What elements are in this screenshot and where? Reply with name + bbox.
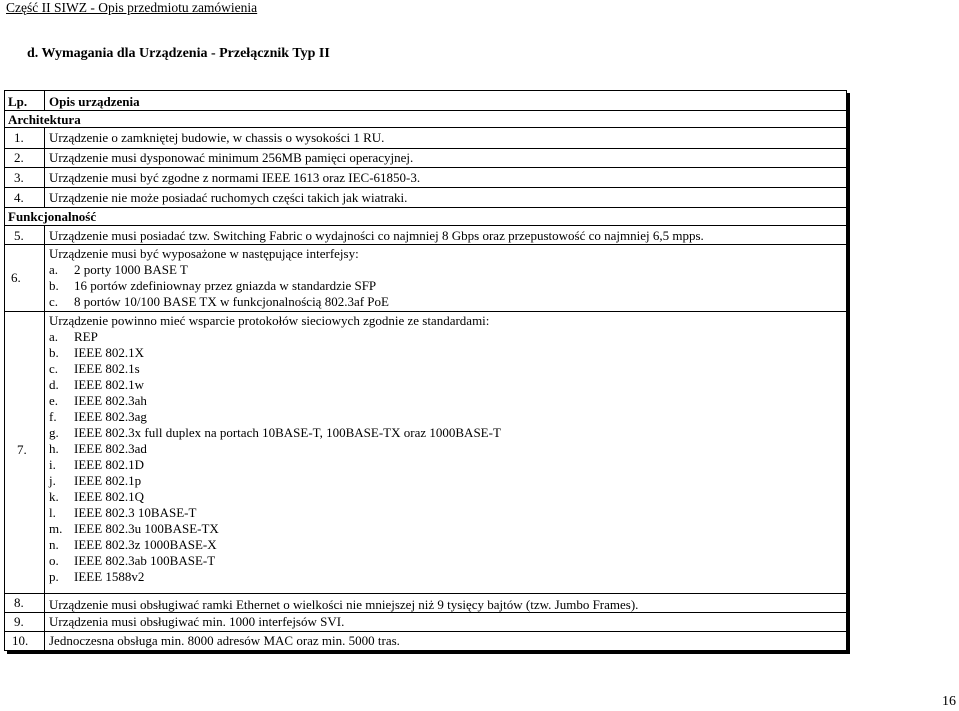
list-mark: j. (49, 473, 56, 488)
table-border-right (846, 90, 847, 651)
row-line (4, 225, 847, 226)
list-item: IEEE 802.1X (74, 345, 145, 360)
row-line (4, 127, 847, 128)
row-text: Urządzenie nie może posiadać ruchomych części takich jak wiatraki. (49, 190, 408, 205)
row-lp: 2. (14, 150, 24, 165)
row-lp: 9. (14, 614, 24, 629)
row-text: Urządzenie musi posiadać tzw. Switching Fabric o wydajności co najmniej 8 Gbps oraz przepustowość co najmniej 6,5 mpps. (49, 228, 704, 243)
list-item: IEEE 802.3ah (74, 393, 147, 408)
row-line (4, 167, 847, 168)
row-intro: Urządzenie powinno mieć wsparcie protokołów sieciowych zgodnie ze standardami: (49, 313, 490, 328)
row-lp: 4. (14, 190, 24, 205)
row-lp: 7. (17, 442, 27, 457)
group-funkcjonalnosc: Funkcjonalność (8, 209, 97, 224)
list-item: IEEE 802.3ag (74, 409, 147, 424)
row-text: Urządzenie musi obsługiwać ramki Ethernet o wielkości nie mniejszej niż 9 tysięcy bajtów (tzw. Jumbo Frames). (49, 597, 639, 612)
list-mark: k. (49, 489, 59, 504)
table-shadow-right (847, 93, 850, 654)
list-item: IEEE 802.3ad (74, 441, 147, 456)
row-lp: 6. (11, 270, 21, 285)
list-item: REP (74, 329, 98, 344)
list-item: IEEE 802.1D (74, 457, 145, 472)
row-lp: 10. (12, 633, 29, 648)
list-item: 8 portów 10/100 BASE TX w funkcjonalnością 802.3af PoE (74, 294, 389, 309)
list-mark: l. (49, 505, 56, 520)
row-line (4, 110, 847, 111)
table-border-left (4, 90, 5, 651)
col-divider (44, 90, 45, 110)
list-mark: c. (49, 294, 59, 309)
list-mark: e. (49, 393, 59, 408)
row-text: Urządzenie musi dysponować minimum 256MB pamięci operacyjnej. (49, 150, 414, 165)
row-line (4, 207, 847, 208)
list-item: IEEE 802.3u 100BASE-TX (74, 521, 219, 536)
col-header-desc: Opis urządzenia (49, 94, 140, 109)
list-mark: a. (49, 329, 59, 344)
list-item: IEEE 802.1p (74, 473, 142, 488)
list-mark: i. (49, 457, 56, 472)
requirements-table (4, 90, 847, 651)
row-text: Urządzenie o zamkniętej budowie, w chassis o wysokości 1 RU. (49, 130, 385, 145)
table-shadow-bottom (7, 651, 850, 654)
row-lp: 1. (14, 130, 24, 145)
row-text: Urządzenie musi być zgodne z normami IEEE 1613 oraz IEC-61850-3. (49, 170, 421, 185)
list-item: IEEE 802.1Q (74, 489, 145, 504)
list-item: IEEE 802.3 10BASE-T (74, 505, 197, 520)
list-mark: b. (49, 345, 59, 360)
row-line (4, 187, 847, 188)
list-mark: p. (49, 569, 59, 584)
list-mark: o. (49, 553, 59, 568)
row-intro: Urządzenie musi być wyposażone w następujące interfejsy: (49, 246, 359, 261)
list-item: IEEE 802.1s (74, 361, 140, 376)
document-header-link[interactable]: Część II SIWZ - Opis przedmiotu zamówienia (6, 0, 258, 15)
col-divider (44, 225, 45, 651)
list-mark: h. (49, 441, 59, 456)
list-item: 2 porty 1000 BASE T (74, 262, 188, 277)
list-item: IEEE 802.3z 1000BASE-X (74, 537, 217, 552)
list-mark: b. (49, 278, 59, 293)
list-mark: f. (49, 409, 57, 424)
row-lp: 5. (14, 228, 24, 243)
list-mark: m. (49, 521, 63, 536)
list-mark: a. (49, 262, 59, 277)
page-number: 16 (942, 694, 956, 709)
row-text: Urządzenia musi obsługiwać min. 1000 interfejsów SVI. (49, 614, 345, 629)
list-mark: d. (49, 377, 59, 392)
row-text: Jednoczesna obsługa min. 8000 adresów MAC oraz min. 5000 tras. (49, 633, 400, 648)
list-item: IEEE 802.3ab 100BASE-T (74, 553, 216, 568)
table-border-bottom (4, 650, 847, 651)
list-item: IEEE 1588v2 (74, 569, 145, 584)
section-title: d. Wymagania dla Urządzenia - Przełącznik Typ II (27, 46, 330, 61)
list-mark: n. (49, 537, 59, 552)
row-lp: 3. (14, 170, 24, 185)
row-lp: 8. (14, 595, 24, 610)
list-item: 16 portów zdefiniownay przez gniazda w standardzie SFP (74, 278, 377, 293)
list-item: IEEE 802.3x full duplex na portach 10BASE-T, 100BASE-TX oraz 1000BASE-T (74, 425, 501, 440)
list-item: IEEE 802.1w (74, 377, 145, 392)
col-header-lp: Lp. (8, 94, 28, 109)
row-line (4, 593, 847, 594)
table-border-top (4, 90, 847, 91)
group-architektura: Architektura (8, 112, 81, 127)
list-mark: g. (49, 425, 59, 440)
list-mark: c. (49, 361, 59, 376)
